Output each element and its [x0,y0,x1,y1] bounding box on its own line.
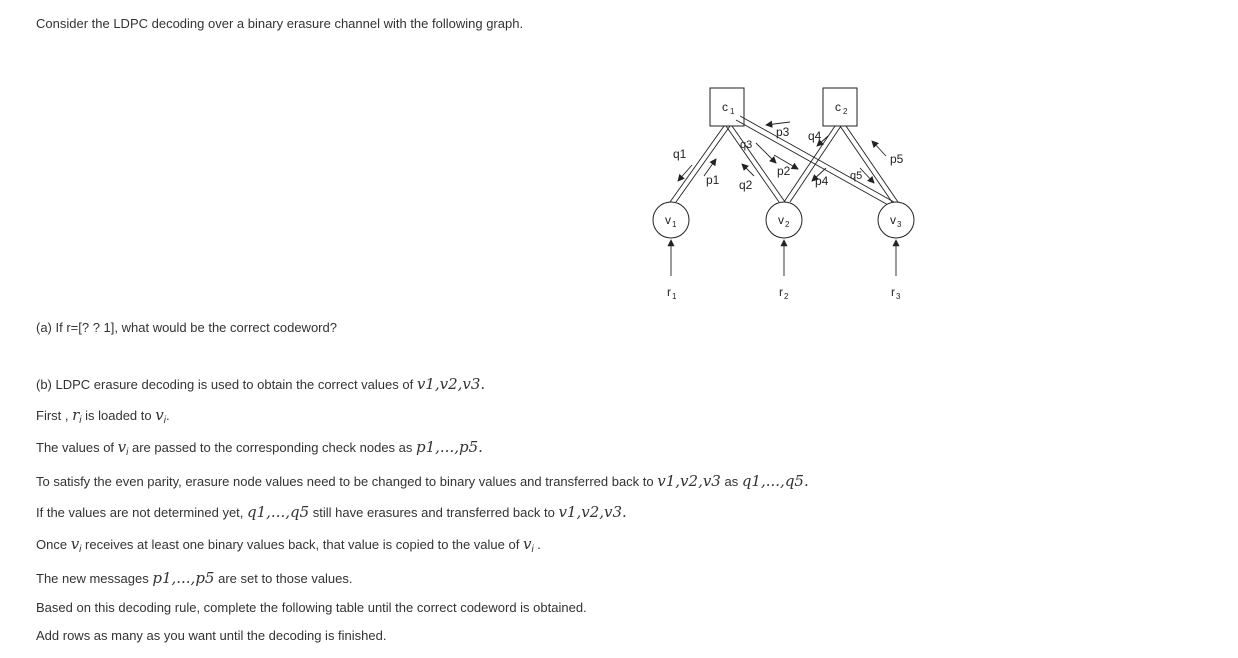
label-p5: p5 [890,152,904,166]
svg-text:3: 3 [896,292,901,301]
part-a-question: (a) If r=[? ? 1], what would be the correct codeword? [36,320,337,335]
svg-text:1: 1 [672,220,677,229]
label-p3: p3 [776,125,790,139]
label-q5: q5 [850,170,863,182]
label-p4: p4 [815,174,829,188]
part-b-line6: Once $v_i$ receives at least one binary values back, that value is copied to the value of $v_i$ . [36,535,541,555]
part-b-line3: The values of $v_i$ are passed to the corresponding check nodes as p1,...,p5. [36,438,483,458]
check-node-c2-sub: 2 [843,107,848,116]
label-r2: r [779,285,783,299]
part-b-line9: Add rows as many as you want until the decoding is finished. [36,628,387,643]
label-p2: p2 [777,164,791,178]
label-r1: r [667,285,671,299]
check-node-c1-label: c [722,100,728,114]
svg-text:2: 2 [784,292,789,301]
part-b-line4: To satisfy the even parity, erasure node values need to be changed to binary values and transferred back to v1,v2,v3 as q1,...,q5. [36,472,809,490]
variable-node-v1 [653,202,689,238]
part-b-line1: (b) LDPC erasure decoding is used to obtain the correct values of v1,v2,v3. [36,375,486,393]
part-b-line7: The new messages p1,...,p5 are set to those values. [36,569,353,587]
tanner-graph [640,80,930,310]
svg-text:2: 2 [785,220,790,229]
check-node-c1-sub: 1 [730,107,735,116]
part-b-line8: Based on this decoding rule, complete the following table until the correct codeword is obtained. [36,600,587,615]
check-node-c2-label: c [835,100,841,114]
check-node-c1 [710,88,744,126]
label-q4: q4 [808,129,822,143]
label-p1: p1 [706,173,720,187]
check-node-c2 [823,88,857,126]
label-r3: r [891,285,895,299]
received-labels [667,285,901,301]
svg-text:3: 3 [897,220,902,229]
svg-text:v: v [890,213,896,227]
label-q3: q3 [740,139,753,151]
part-b-line5: If the values are not determined yet, q1,...,q5 still have erasures and transferred back to v1,v2,v3. [36,503,627,521]
svg-text:1: 1 [672,292,677,301]
received-arrows [671,240,896,276]
label-q1: q1 [673,147,687,161]
svg-text:v: v [778,213,784,227]
svg-text:v: v [665,213,671,227]
label-q2: q2 [739,178,753,192]
intro-text: Consider the LDPC decoding over a binary erasure channel with the following graph. [36,16,524,31]
part-b-line2: First , $r_i$ is loaded to $v_i$. [36,406,170,426]
variable-node-v3 [878,202,914,238]
message-labels [673,125,904,192]
variable-node-v2 [766,202,802,238]
math-v123: v1,v2,v3. [416,375,486,393]
